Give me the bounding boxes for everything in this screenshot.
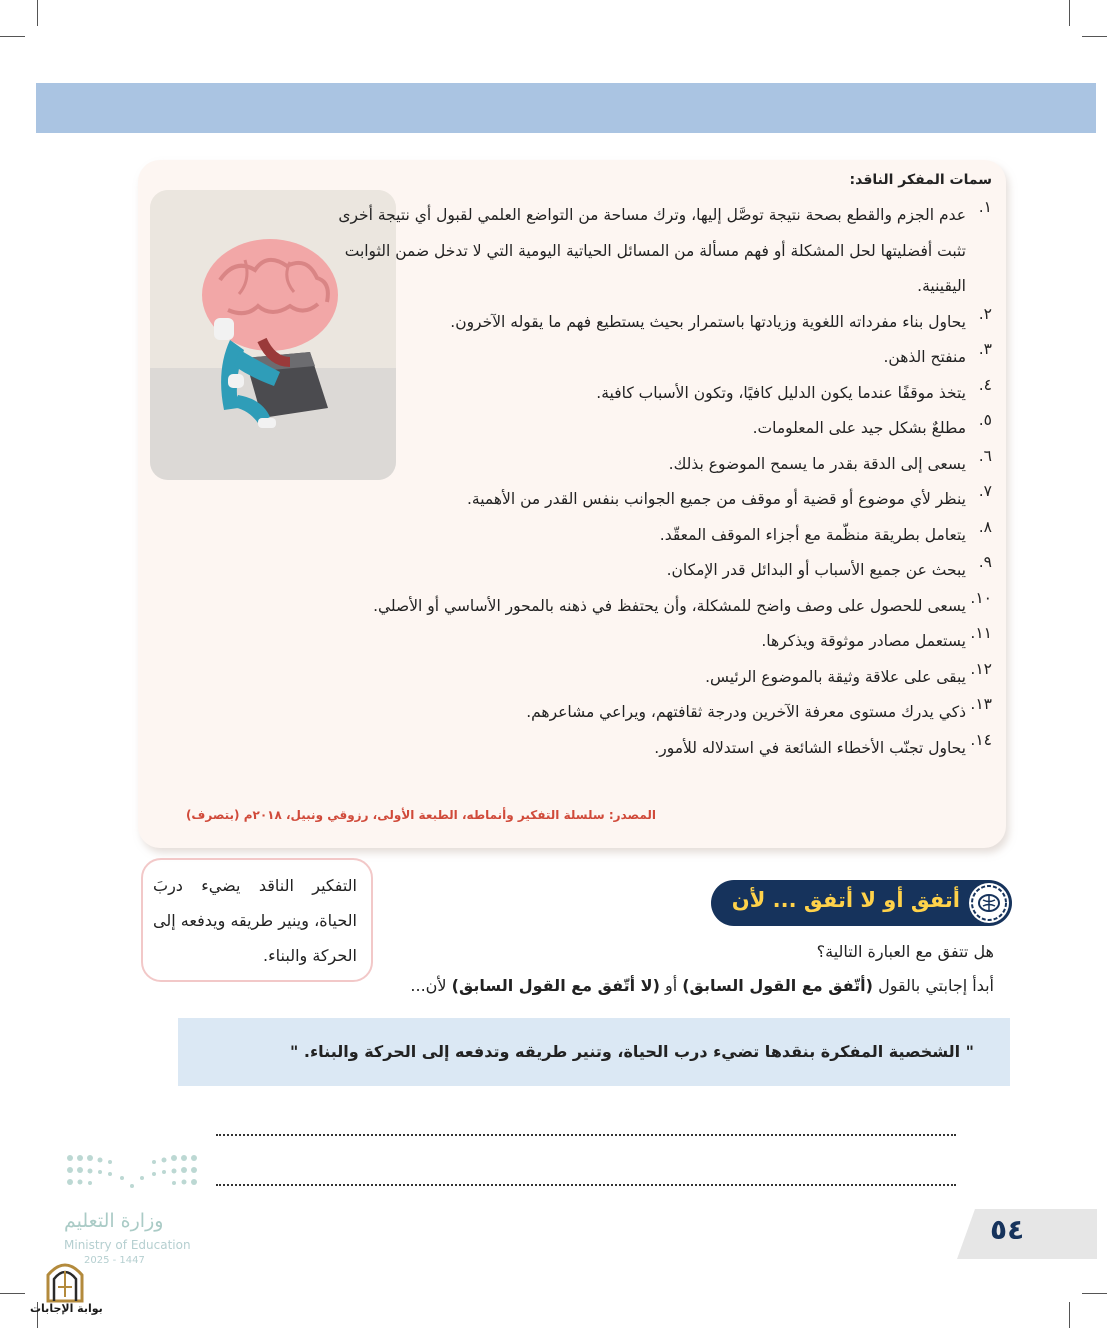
crop-mark — [37, 0, 38, 26]
statement-box — [178, 1018, 1010, 1086]
watermark-text: بوابة الإجابات — [30, 1302, 103, 1315]
item-text: يتخذ موقفًا عندما يكون الدليل كافيًا، وتكون الأسباب كافية. — [596, 383, 966, 402]
item-text: عدم الجزم والقطع بصحة نتيجة توصَّل إليها، وترك مساحة من التواضع العلمي لقبول أي نتيجة أخرى تثبت أفضليتها لحل المشكلة أو فهم مسألة من المسائل الحياتية اليومية التي لا تدخل ضمن الثوابت اليقينية. — [338, 206, 966, 295]
list-item — [320, 589, 992, 625]
item-number: ٣. — [978, 340, 992, 358]
activity-heading-pill — [711, 880, 1012, 926]
ministry-logo-icon — [64, 1150, 200, 1198]
crop-mark — [1069, 0, 1070, 26]
item-text: يسعى إلى الدقة بقدر ما يسمح الموضوع بذلك. — [668, 454, 966, 473]
list-item — [320, 198, 992, 305]
answer-line[interactable] — [216, 1134, 956, 1136]
item-number: ٧. — [978, 482, 992, 500]
quote-box: التفكير الناقد يضيء دربَ الحياة، وينير طريقه ويدفعه إلى الحركة والبناء. — [141, 858, 373, 982]
item-text: يبحث عن جميع الأسباب أو البدائل قدر الإمكان. — [666, 561, 966, 579]
list-item — [320, 518, 992, 554]
watermark-logo-icon — [44, 1257, 86, 1303]
list-item — [320, 695, 992, 731]
list-item — [320, 731, 992, 767]
item-text: يبقى على علاقة وثيقة بالموضوع الرئيس. — [705, 667, 966, 686]
crop-mark — [0, 36, 25, 37]
brain-gear-icon — [969, 883, 1009, 923]
list-item — [320, 553, 992, 589]
activity-question: هل تتفق مع العبارة التالية؟ — [816, 942, 994, 961]
item-number: ٥. — [978, 411, 992, 429]
item-text: يسعى للحصول على وصف واضح للمشكلة، وأن يحتفظ في ذهنه بالمحور الأساسي أو الأصلي. — [373, 596, 966, 615]
header-band — [36, 83, 1096, 133]
item-text: يستعمل مصادر موثوقة ويذكرها. — [761, 632, 966, 650]
crop-mark — [1082, 36, 1107, 37]
item-number: ١٠. — [970, 588, 992, 607]
panel-title: سمات المفكر الناقد: — [849, 172, 992, 188]
list-item — [320, 411, 992, 447]
item-text: مطلعٌ بشكل جيد على المعلومات. — [752, 419, 966, 437]
ministry-name-ar: وزارة التعليم — [64, 1210, 164, 1232]
crop-mark — [1082, 1293, 1107, 1294]
or-word: أو — [664, 976, 678, 995]
item-text: يتعامل بطريقة منظّمة مع أجزاء الموقف المعقّد. — [659, 525, 966, 544]
list-item — [320, 624, 992, 660]
instruction-start: أبدأ إجابتي بالقول — [878, 976, 994, 995]
ministry-name-en: Ministry of Education — [64, 1238, 191, 1252]
list-item — [320, 482, 992, 518]
item-number: ٨. — [978, 517, 992, 536]
page-number: ٥٤ — [990, 1213, 1025, 1246]
item-number: ١١. — [970, 624, 992, 642]
list-item — [320, 376, 992, 412]
crop-mark — [0, 1293, 25, 1294]
source-citation: المصدر: سلسلة التفكير وأنماطه، الطبعة الأولى، رزوقي ونبيل، ٢٠١٨م (بتصرف) — [185, 808, 656, 822]
agree-option: (أتّفق مع القول السابق) — [682, 976, 873, 995]
list-item — [320, 447, 992, 483]
item-text: منفتح الذهن. — [883, 348, 966, 366]
list-item — [320, 660, 992, 696]
item-number: ١٣. — [970, 695, 992, 713]
page-number-tab — [957, 1209, 1097, 1259]
edition-year: 2025 - 1447 — [84, 1255, 145, 1266]
item-number: ١. — [978, 198, 992, 216]
disagree-option: (لا أتّفق مع القول السابق) — [451, 976, 660, 995]
item-text: ينظر لأي موضوع أو قضية أو موقف من جميع الجوانب بنفس القدر من الأهمية. — [466, 490, 966, 508]
answer-line[interactable] — [216, 1184, 956, 1186]
item-number: ٢. — [978, 304, 992, 323]
list-item — [320, 305, 992, 341]
item-number: ٤. — [978, 375, 992, 394]
activity-instruction — [410, 976, 994, 995]
because-word: لأن... — [410, 976, 447, 995]
item-number: ١٤. — [970, 730, 992, 749]
list-item — [320, 340, 992, 376]
item-text: يحاول تجنّب الأخطاء الشائعة في استدلاله للأمور. — [654, 738, 966, 757]
item-text: ذكي يدرك مستوى معرفة الآخرين ودرجة ثقافتهم، ويراعي مشاعرهم. — [526, 703, 966, 721]
item-number: ٩. — [978, 553, 992, 571]
item-number: ٦. — [978, 446, 992, 465]
item-number: ١٢. — [970, 659, 992, 678]
statement-text: " الشخصية المفكرة بنقدها تضيء درب الحياة، وتنير طريقه وتدفعه إلى الحركة والبناء. " — [289, 1042, 974, 1061]
traits-list — [320, 198, 992, 766]
crop-mark — [1069, 1302, 1070, 1328]
activity-heading: أتفق أو لا أتفق ... لأن — [731, 888, 960, 912]
item-text: يحاول بناء مفرداته اللغوية وزيادتها باستمرار بحيث يستطيع فهم ما يقوله الآخرون. — [450, 312, 966, 331]
